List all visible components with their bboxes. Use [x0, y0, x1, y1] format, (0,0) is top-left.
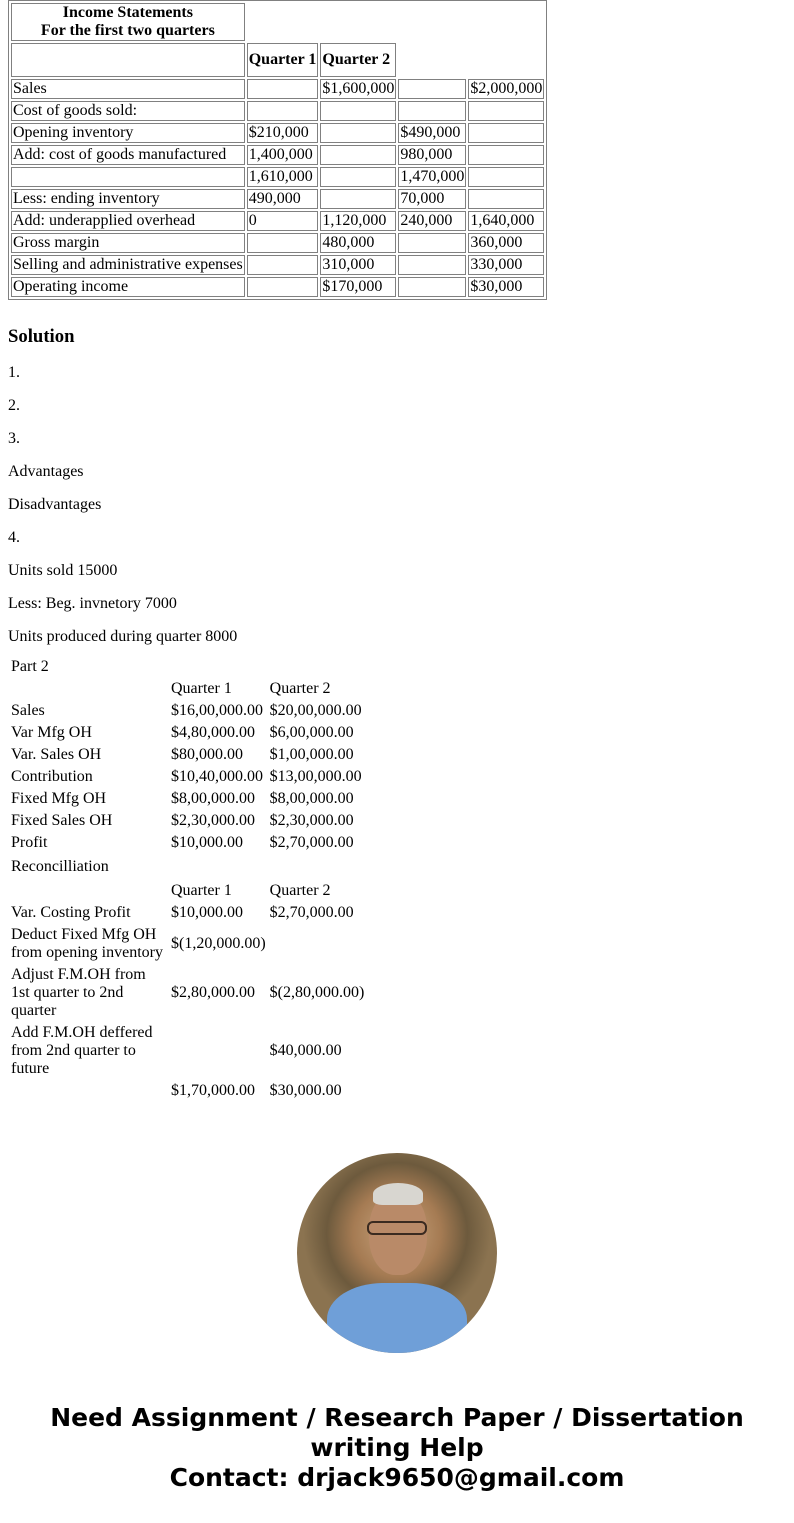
- solution-line: 2.: [8, 397, 20, 414]
- table-cell: $2,000,000: [470, 80, 543, 97]
- reconciliation-title: Reconcilliation: [11, 858, 109, 875]
- table-cell: 980,000: [398, 145, 466, 165]
- table-cell: Deduct Fixed Mfg OH from opening inventory: [11, 926, 163, 961]
- table-row: [10, 925, 365, 963]
- table-row: [10, 1081, 365, 1101]
- footer-line-1: Need Assignment / Research Paper / Dissertation writing Help: [50, 1403, 744, 1462]
- footer-line-2: Contact: drjack9650@gmail.com: [169, 1463, 625, 1492]
- table-row: [10, 833, 365, 853]
- solution-line: Units produced during quarter 8000: [8, 628, 238, 645]
- header-quarter-2: Quarter 2: [320, 43, 396, 77]
- table-cell: 480,000: [320, 233, 396, 253]
- table-cell: 360,000: [468, 233, 544, 253]
- table-row: [10, 903, 365, 923]
- table-row: [10, 965, 365, 1021]
- table-cell: $13,00,000.00: [269, 768, 362, 785]
- table-cell: [170, 1023, 267, 1079]
- table-cell: $2,80,000.00: [171, 984, 255, 1001]
- solution-line: 3.: [8, 430, 20, 447]
- table-cell: $10,40,000.00: [171, 768, 263, 785]
- table-cell: $1,70,000.00: [171, 1082, 255, 1099]
- table-cell: [398, 255, 466, 275]
- table-cell: Var. Costing Profit: [11, 904, 131, 921]
- table-title: [11, 3, 245, 41]
- table-cell: Contribution: [11, 768, 93, 785]
- table-cell: [11, 167, 245, 187]
- table-cell: Adjust F.M.OH from 1st quarter to 2nd quarter: [11, 966, 146, 1019]
- table-cell: $170,000: [320, 277, 396, 297]
- income-statement-section: [8, 0, 768, 300]
- table-cell: Fixed Sales OH: [11, 812, 113, 829]
- table-cell: [320, 101, 396, 121]
- table-cell: $10,000.00: [171, 904, 243, 921]
- table-cell: [247, 79, 319, 99]
- table-cell: [247, 233, 319, 253]
- table-cell: 240,000: [398, 211, 466, 231]
- table-cell: $2,30,000.00: [269, 812, 354, 829]
- table-row: [10, 767, 365, 787]
- table-row: [11, 145, 544, 165]
- solution-line: Disadvantages: [8, 496, 102, 513]
- table-cell: [247, 255, 319, 275]
- table-cell: $16,00,000.00: [171, 702, 263, 719]
- table-cell: Profit: [11, 834, 48, 851]
- table-row: [11, 189, 544, 209]
- table-row: [11, 79, 544, 99]
- table-cell: $6,00,000.00: [269, 724, 354, 741]
- table-cell: Less: ending inventory: [11, 189, 245, 209]
- table-row: [11, 255, 544, 275]
- table-row: [10, 701, 365, 721]
- table-cell: [320, 189, 396, 209]
- table-row: [11, 167, 544, 187]
- table-cell: $30,000.00: [269, 1082, 342, 1099]
- table-cell: [320, 145, 396, 165]
- table-cell: Opening inventory: [11, 123, 245, 143]
- table-cell: [468, 167, 544, 187]
- table-cell: [247, 101, 319, 121]
- table-cell: 310,000: [320, 255, 396, 275]
- table-row: [11, 211, 544, 231]
- table-cell: $10,000.00: [171, 834, 243, 851]
- table-cell: Add F.M.OH deffered from 2nd quarter to future: [11, 1024, 153, 1077]
- solution-line: Advantages: [8, 463, 84, 480]
- table-cell: $2,70,000.00: [269, 834, 354, 851]
- table-cell: $1,00,000.00: [269, 746, 354, 763]
- table-cell: $210,000: [247, 123, 319, 143]
- table-cell: [468, 189, 544, 209]
- part2-table: [8, 655, 367, 1103]
- table-cell: $40,000.00: [269, 1042, 342, 1059]
- table-cell: Sales: [11, 79, 245, 99]
- table-cell: Cost of goods sold:: [11, 101, 245, 121]
- table-cell: [398, 277, 466, 297]
- header-empty: [11, 43, 245, 77]
- table-cell: Var. Sales OH: [11, 746, 102, 763]
- table-cell: 1,120,000: [320, 211, 396, 231]
- table-row: [10, 811, 365, 831]
- table-row: [10, 789, 365, 809]
- table-cell: [398, 101, 466, 121]
- table-row: [11, 101, 544, 121]
- author-photo: [297, 1153, 497, 1353]
- table-cell: 0: [247, 211, 319, 231]
- table-cell: Gross margin: [11, 233, 245, 253]
- table-row: [10, 723, 365, 743]
- table-row: [10, 1023, 365, 1079]
- table-cell: $30,000: [468, 277, 544, 297]
- title-line-1: Income Statements: [62, 4, 193, 21]
- table-cell: $(2,80,000.00): [269, 984, 365, 1001]
- solution-line: 4.: [8, 529, 20, 546]
- table-row: [11, 277, 544, 297]
- table-cell: Sales: [11, 702, 45, 719]
- table-cell: [468, 123, 544, 143]
- table-cell: [468, 145, 544, 165]
- table-cell: $(1,20,000.00): [171, 935, 266, 952]
- table-cell: $490,000: [398, 123, 466, 143]
- table-cell: 1,610,000: [247, 167, 319, 187]
- table-cell: Add: cost of goods manufactured: [11, 145, 245, 165]
- table-cell: [398, 79, 466, 99]
- part2-header-q1: Quarter 1: [171, 680, 232, 697]
- rec-header-q1: Quarter 1: [171, 882, 232, 899]
- table-cell: Fixed Mfg OH: [11, 790, 107, 807]
- footer-contact: [0, 1403, 794, 1493]
- table-cell: $20,00,000.00: [269, 702, 362, 719]
- part2-header-q2: Quarter 2: [269, 680, 331, 697]
- table-cell: [320, 123, 396, 143]
- table-cell: $2,70,000.00: [269, 904, 354, 921]
- table-cell: 1,640,000: [468, 211, 544, 231]
- table-cell: 490,000: [247, 189, 319, 209]
- table-cell: $2,30,000.00: [171, 812, 255, 829]
- table-cell: [320, 167, 396, 187]
- table-cell: $4,80,000.00: [171, 724, 255, 741]
- table-cell: [468, 101, 544, 121]
- rec-header-q2: Quarter 2: [269, 882, 331, 899]
- table-cell: [10, 1081, 168, 1101]
- table-cell: Add: underapplied overhead: [11, 211, 245, 231]
- table-cell: Operating income: [11, 277, 245, 297]
- part2-title: Part 2: [11, 658, 49, 675]
- table-cell: 1,400,000: [247, 145, 319, 165]
- title-line-2: For the first two quarters: [40, 22, 215, 39]
- table-cell: [269, 925, 366, 963]
- table-row: [10, 745, 365, 765]
- table-cell: [398, 233, 466, 253]
- table-cell: Var Mfg OH: [11, 724, 92, 741]
- table-cell: 1,470,000: [400, 168, 465, 185]
- solution-line: Less: Beg. invnetory 7000: [8, 595, 177, 612]
- table-cell: 70,000: [398, 189, 466, 209]
- solution-line: Units sold 15000: [8, 562, 118, 579]
- table-row: [11, 123, 544, 143]
- table-cell: $80,000.00: [171, 746, 243, 763]
- table-row: [11, 233, 544, 253]
- table-cell: $1,600,000: [322, 80, 395, 97]
- income-statement-table: [8, 0, 547, 300]
- table-cell: [247, 277, 319, 297]
- solution-line: 1.: [8, 364, 20, 381]
- header-quarter-1: Quarter 1: [247, 43, 319, 77]
- table-cell: Selling and administrative expenses: [13, 256, 243, 273]
- solution-heading: Solution: [8, 326, 75, 347]
- table-cell: 330,000: [468, 255, 544, 275]
- table-cell: $8,00,000.00: [269, 790, 354, 807]
- table-cell: $8,00,000.00: [171, 790, 255, 807]
